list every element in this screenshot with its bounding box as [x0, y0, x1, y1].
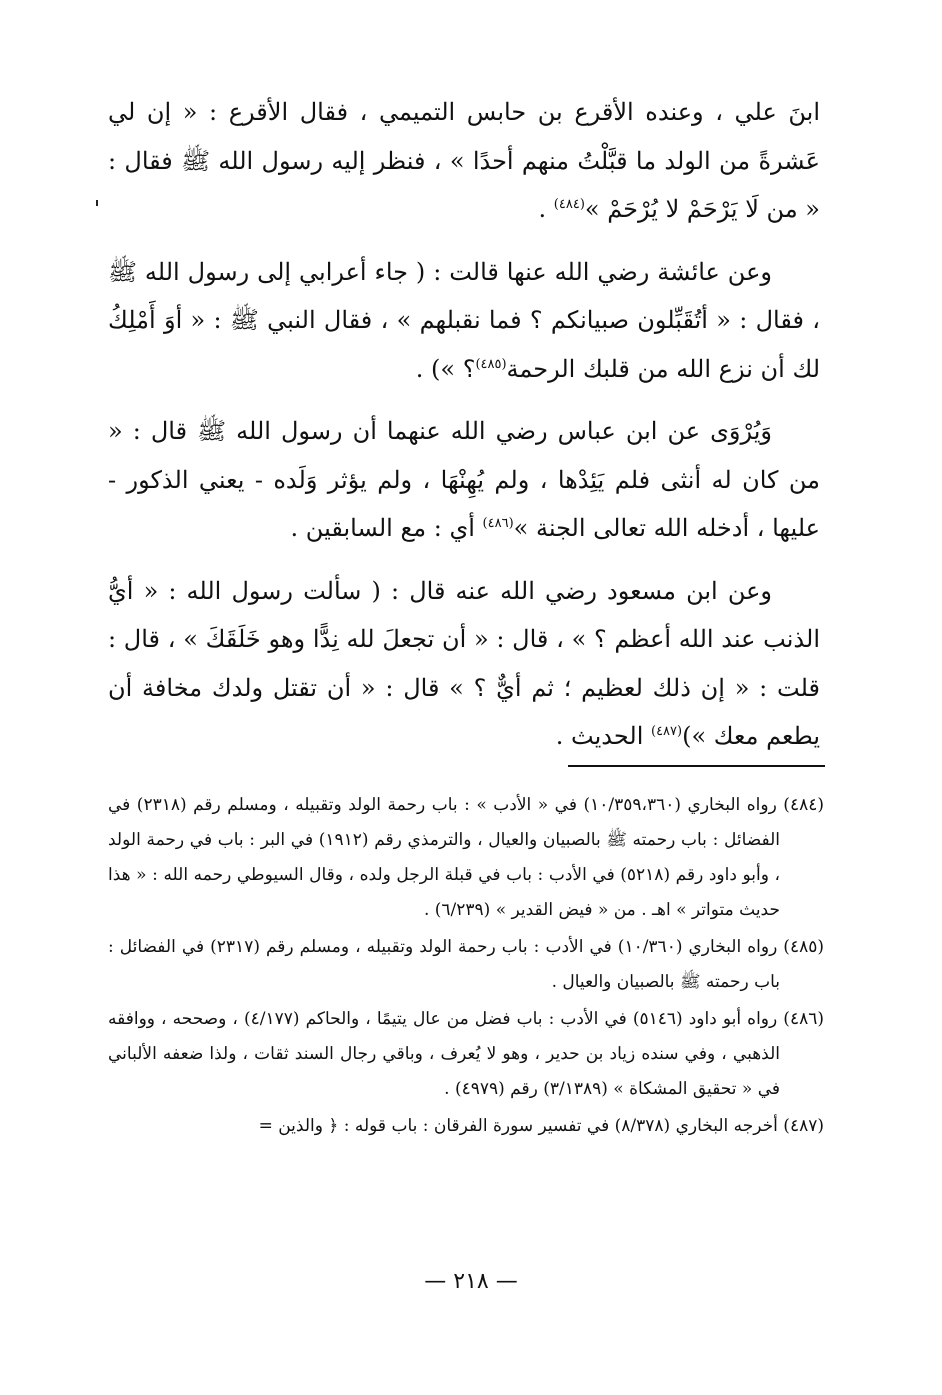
paragraph-1-text: ابنَ علي ، وعنده الأقرع بن حابس التميمي ، فقال الأقرع : « إن لي عَشرةً من الولد ما قبَّلْتُ منهم أحدًا » ، فنظر إليه رسول الله ﷺ فقال : « من لَا يَرْحَمْ لا يُرْحَمْ »	[108, 98, 820, 223]
footnotes-section	[108, 788, 824, 1146]
footnote-487: (٤٨٧) أخرجه البخاري (٨/٣٧٨) في تفسير سورة الفرقان : باب قوله : ﴿ والذين =	[258, 1116, 824, 1136]
paragraph-4-end: الحديث .	[555, 722, 651, 750]
margin-mark	[96, 200, 98, 206]
paragraph-1	[108, 88, 820, 234]
reference-486: (٤٨٦)	[482, 516, 514, 531]
paragraph-2-text: وعن عائشة رضي الله عنها قالت : ( جاء أعرابي إلى رسول الله ﷺ ، فقال : « أتُقَبِّلون صبيانكم ؟ فما نقبلهم » ، فقال النبي ﷺ : « أوَ أَمْلِكُ لك أن نزع الله من قلبك الرحمة	[108, 257, 820, 383]
main-text-body	[108, 88, 820, 775]
footnote-divider	[568, 765, 825, 767]
paragraph-4	[108, 567, 820, 761]
footnote-484: (٤٨٤) رواه البخاري (١٠/٣٥٩،٣٦٠) في « الأدب » : باب رحمة الولد وتقبيله ، ومسلم رقم (٢٣١٨) في الفضائل : باب رحمته ﷺ بالصبيان والعيال ، والترمذي رقم (١٩١٢) في البر : باب في رحمة الولد ، وأبو داود رقم (٥٢١٨) في الأدب : باب في قبلة الرجل ولده ، وقال السيوطي رحمه الله : « هذا حديث متواتر » اهـ . من « فيض القدير » (٦/٢٣٩) .	[108, 795, 824, 920]
reference-484: (٤٨٤)	[553, 197, 585, 212]
reference-487: (٤٨٧)	[651, 724, 683, 739]
paragraph-3-text: وَيُرْوَى عن ابن عباس رضي الله عنهما أن رسول الله ﷺ قال : « من كان له أنثى فلم يَئِدْها ، ولم يُهِنْهَا ، ولم يؤثر وَلَده - يعني الذكور - عليها ، أدخله الله تعالى الجنة »	[108, 417, 820, 542]
paragraph-2-end: ؟ ») .	[415, 354, 476, 383]
paragraph-3-end: أي : مع السابقين .	[290, 514, 483, 542]
reference-485: (٤٨٥)	[475, 356, 507, 372]
paragraph-1-end: .	[538, 195, 554, 223]
paragraph-4-text: وعن ابن مسعود رضي الله عنه قال : ( سألت رسول الله : « أيُّ الذنب عند الله أعظم ؟ » ، قال : « أن تجعلَ لله نِدًّا وهو خَلَقَكَ » ، قال : قلت : « إن ذلك لعظيم ؛ ثم أيٌّ ؟ » قال : « أن تقتل ولدك مخافة أن يطعم معك »)	[108, 576, 821, 750]
page-number: — ٢١٨ —	[424, 1269, 518, 1294]
paragraph-2	[108, 248, 820, 394]
footnote-486: (٤٨٦) رواه أبو داود (٥١٤٦) في الأدب : باب فضل من عال يتيمًا ، والحاكم (٤/١٧٧) ، وصححه ، ووافقه الذهبي ، وفي سنده زياد بن حدير ، وهو لا يُعرف ، وباقي رجال السند ثقات ، ولذا ضعفه الألباني في « تحقيق المشكاة » (٣/١٣٨٩) رقم (٤٩٧٩) .	[108, 1009, 824, 1099]
paragraph-3	[108, 407, 820, 553]
footnote-485: (٤٨٥) رواه البخاري (١٠/٣٦٠) في الأدب : باب رحمة الولد وتقبيله ، ومسلم رقم (٢٣١٧) في الفضائل : باب رحمته ﷺ بالصبيان والعيال .	[108, 937, 824, 992]
